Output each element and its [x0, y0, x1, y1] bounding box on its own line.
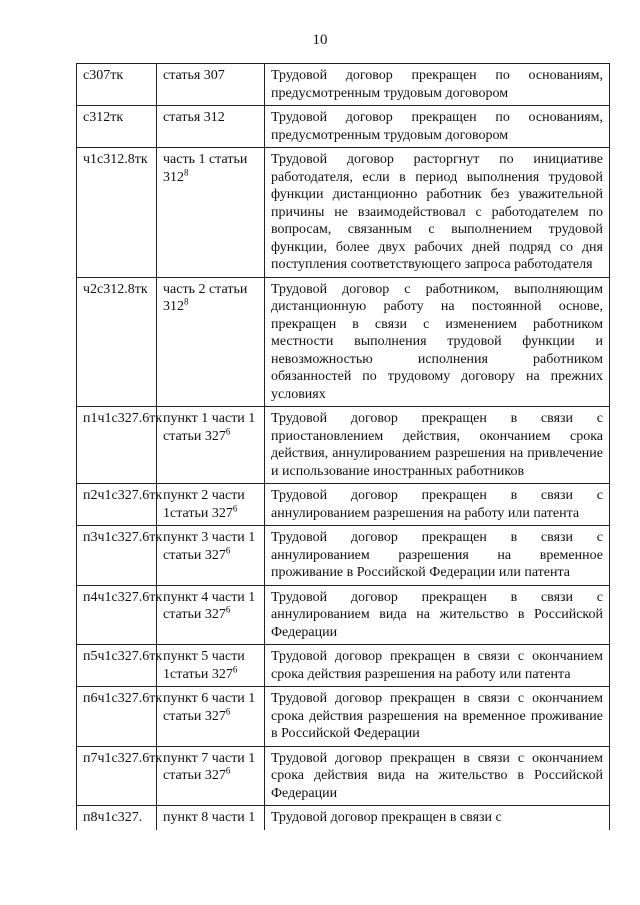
table-row [77, 277, 610, 407]
table-row [77, 484, 610, 526]
article-cell [157, 585, 265, 645]
article-superscript: 6 [225, 544, 231, 555]
table-row [77, 526, 610, 586]
code-cell: п7ч1с327.6тк [77, 746, 157, 806]
description-cell: Трудовой договор прекращен в связи с аннулированием вида на жительство в Российской Федерации [265, 585, 610, 645]
page-number: 10 [312, 32, 328, 48]
description-cell: Трудовой договор прекращен по основаниям, предусмотренным трудовым договором [265, 106, 610, 148]
article-cell [157, 106, 265, 148]
article-text: пункт 5 части 1статьи 327 [163, 649, 245, 682]
code-cell: п1ч1с327.6тк [77, 407, 157, 484]
article-cell [157, 645, 265, 687]
article-text: пункт 6 части 1 статьи 327 [163, 691, 256, 724]
article-cell [157, 806, 265, 830]
article-text: статья 312 [163, 110, 225, 125]
table-row [77, 645, 610, 687]
table-row [77, 64, 610, 106]
code-cell: п6ч1с327.6тк [77, 687, 157, 747]
article-text: пункт 4 части 1 статьи 327 [163, 589, 256, 622]
description-cell: Трудовой договор прекращен в связи с аннулированием разрешения на работу или патента [265, 484, 610, 526]
table-row [77, 806, 610, 830]
code-cell: ч1с312.8тк [77, 148, 157, 278]
description-cell: Трудовой договор прекращен по основаниям, предусмотренным трудовым договором [265, 64, 610, 106]
article-cell [157, 277, 265, 407]
table-row [77, 687, 610, 747]
article-cell [157, 148, 265, 278]
code-cell: п8ч1с327. [77, 806, 157, 830]
article-superscript: 6 [225, 425, 231, 436]
article-cell [157, 407, 265, 484]
code-cell: с307тк [77, 64, 157, 106]
table-row [77, 746, 610, 806]
article-cell [157, 526, 265, 586]
description-cell: Трудовой договор с работником, выполняющим дистанционную работу на постоянной основе, прекращен в связи с изменением работником местности выполнения трудовой функции и невозможностью исполнения работником обязанностей по трудовому договору на прежних условиях [265, 277, 610, 407]
article-cell [157, 64, 265, 106]
code-cell: с312тк [77, 106, 157, 148]
table-body [77, 64, 610, 830]
article-superscript: 6 [232, 502, 238, 513]
description-cell: Трудовой договор прекращен в связи с приостановлением действия, окончанием срока действия, аннулированием разрешения на привлечение и использование иностранных работников [265, 407, 610, 484]
article-cell [157, 687, 265, 747]
article-text: часть 1 статьи 312 [163, 152, 248, 185]
table-row [77, 585, 610, 645]
description-cell: Трудовой договор прекращен в связи с окончанием срока действия разрешения на работу или патента [265, 645, 610, 687]
article-text: пункт 1 части 1 статьи 327 [163, 411, 256, 444]
article-text: часть 2 статьи 312 [163, 281, 248, 314]
article-text: статья 307 [163, 68, 225, 83]
article-superscript: 6 [225, 765, 231, 776]
article-cell [157, 746, 265, 806]
article-superscript: 6 [232, 663, 238, 674]
article-text: пункт 3 части 1 статьи 327 [163, 530, 256, 563]
table-row [77, 407, 610, 484]
article-text: пункт 7 части 1 статьи 327 [163, 750, 256, 783]
article-superscript: 6 [225, 705, 231, 716]
article-text: пункт 8 части 1 [163, 810, 256, 825]
code-cell: п3ч1с327.6тк [77, 526, 157, 586]
termination-codes-table [76, 63, 610, 830]
description-cell: Трудовой договор прекращен в связи с окончанием срока действия вида на жительство в Российской Федерации [265, 746, 610, 806]
table-row [77, 106, 610, 148]
description-cell: Трудовой договор прекращен в связи с [265, 806, 610, 830]
description-cell: Трудовой договор прекращен в связи с окончанием срока действия разрешения на временное проживание в Российской Федерации [265, 687, 610, 747]
code-cell: п5ч1с327.6тк [77, 645, 157, 687]
description-cell: Трудовой договор прекращен в связи с аннулированием разрешения на временное проживание в Российской Федерации или патента [265, 526, 610, 586]
description-cell: Трудовой договор расторгнут по инициативе работодателя, если в период выполнения трудовой функции дистанционно работник без уважительной причины не взаимодействовал с работодателем по вопросам, связанным с выполнением трудовой функции, более двух рабочих дней подряд со дня поступления соответствующего запроса работодателя [265, 148, 610, 278]
article-superscript: 6 [225, 604, 231, 615]
article-cell [157, 484, 265, 526]
code-cell: п4ч1с327.6тк [77, 585, 157, 645]
code-cell: ч2с312.8тк [77, 277, 157, 407]
article-text: пункт 2 части 1статьи 327 [163, 488, 245, 521]
table-row [77, 148, 610, 278]
article-superscript: 8 [184, 296, 189, 307]
article-superscript: 8 [184, 166, 189, 177]
code-cell: п2ч1с327.6тк [77, 484, 157, 526]
